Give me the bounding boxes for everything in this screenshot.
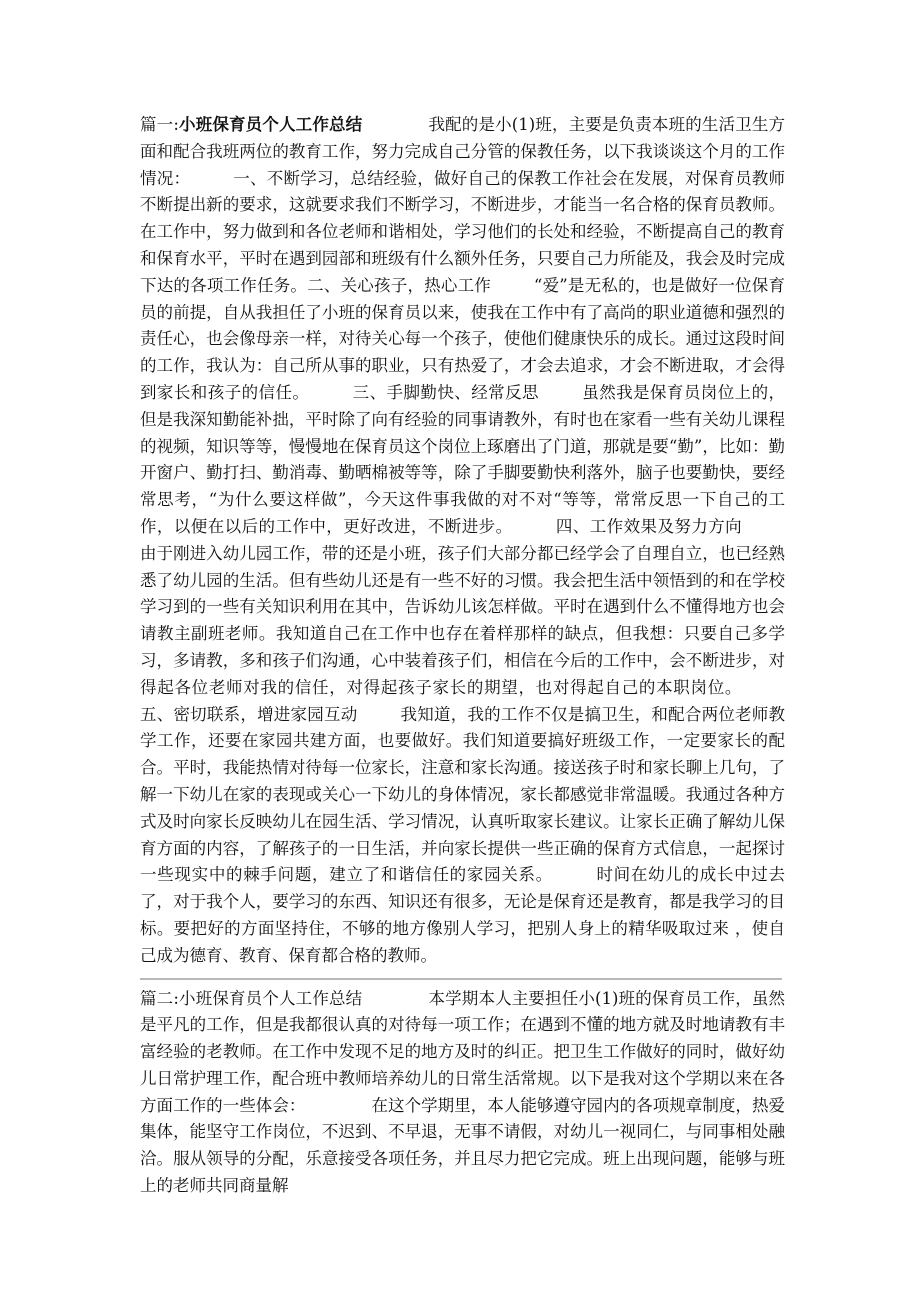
section-paragraph-1: 社会在发展，对保育员教师不断提出新的要求，这就要求我们不断学习，不断进步，才能当一名合格的保育员教师。在工作中，努力做到和各位老师和谐相处，学习他们的长处和经验，不断提高自己的教育和保育水平，平时在遇到园部和班级有什么额外任务，只要自己力所能及，我会及时完成下达的各项工作任务。 <box>140 168 786 295</box>
section-paragraph-2: “爱”是无私的，也是做好一位保育员的前提，自从我担任了小班的保育员以来，使我在工作中有了高尚的职业道德和强烈的责任心，也会像母亲一样，对待关心每一个孩子，使他们健康快乐的成长。通过这段时间的工作，我认为：自己所从事的职业，只有热爱了，才会去追求，才会不断进取，才会得到家长和孩子的信任。 <box>140 275 786 402</box>
article-one-label: 篇一: <box>140 115 179 134</box>
section-paragraph-5: 我知道，我的工作不仅是搞卫生，和配合两位老师教学工作，还要在家园共建方面，也要做好。我们知道要搞好班级工作，一定要家长的配合。平时，我能热情对待每一位家长，注意和家长沟通。接送孩子时和家长聊上几句，了解一下幼儿在家的表现或关心一下幼儿的身体情况，家长都感觉非常温暖。我通过各种方式及时向家长反映幼儿在园生活、学习情况，认真听取家长建议。让家长正确了解幼儿保育方面的内容，了解孩子的一日生活，并向家长提供一些正确的保育方式信息，一起探讨一些现实中的棘手问题，建立了和谐信任的家园关系。 <box>140 704 786 885</box>
section-heading-4: 四、工作效果及努力方向 <box>555 516 743 536</box>
section-paragraph-6: 时间在幼儿的成长中过去了，对于我个人，要学习的东西、知识还有很多，无论是保育还是教育，都是我学习的目标。要把好的方面坚持住，不够的地方像别人学习，把别人身上的精华吸取过来 ，使自己成为德育、教育、保育都合格的教师。 <box>140 865 785 965</box>
article-one-intro: 我配的是小(1)班，主要是负责本班的生活卫生方面和配合我班两位的教育工作，努力完成自己分管的保教任务，以下我谈谈这个月的工作情况： <box>140 115 786 188</box>
section-heading-3: 三、手脚勤快、经常反思 <box>352 382 539 402</box>
section-heading-2: 二、关心孩子，热心工作 <box>307 275 492 295</box>
article-two <box>140 986 785 1200</box>
article-one-title: 小班保育员个人工作总结 <box>178 115 363 134</box>
document-page <box>140 112 785 1200</box>
article-two-intro: 本学期本人主要担任小(1)班的保育员工作，虽然是平凡的工作，但是我都很认真的对待每一项工作；在遇到不懂的地方就及时地请教有丰富经验的老教师。在工作中发现不足的地方及时的纠正。把卫生工作做好的同时，做好幼儿日常护理工作，配合班中教师培养幼儿的日常生活常规。以下是我对这个学期以来在各方面工作的一些体会： <box>140 988 786 1115</box>
article-one <box>140 112 785 970</box>
article-two-paragraph-1: 在这个学期里，本人能够遵守园内的各项规章制度，热爱集体，能坚守工作岗位，不迟到、不早退，无事不请假，对幼儿一视同仁，与同事相处融洽。服从领导的分配，乐意接受各项任务，并且尽力把它完成。班上出现问题，能够与班上的老师共同商量解 <box>140 1095 786 1196</box>
article-two-title: 小班保育员个人工作总结 <box>178 988 363 1008</box>
section-heading-5: 五、密切联系，增进家园互动 <box>140 704 358 724</box>
section-paragraph-4: 由于刚进入幼儿园工作，带的还是小班，孩子们大部分都已经学会了自理自立，也已经熟悉了幼儿园的生活。但有些幼儿还是有一些不好的习惯。我会把生活中领悟到的和在学校学习到的一些有关知识利用在其中，告诉幼儿该怎样做。平时在遇到什么不懂得地方也会请教主副班老师。我知道自己在工作中也存在着样那样的缺点，但我想：只要自己多学习，多请教，多和孩子们沟通，心中装着孩子们，相信在今后的工作中，会不断进步，对得起各位老师对我的信任，对得起孩子家长的期望，也对得起自己的本职岗位。 <box>140 543 785 697</box>
section-divider <box>140 978 782 980</box>
section-heading-1: 一、不断学习，总结经验，做好自己的保教工作 <box>233 168 585 188</box>
article-two-label: 篇二: <box>140 988 179 1008</box>
section-paragraph-3: 虽然我是保育员岗位上的，但是我深知勤能补拙，平时除了向有经验的同事请教外，有时也在家看一些有关幼儿课程的视频，知识等等，慢慢地在保育员这个岗位上琢磨出了门道，那就是要“勤”，比如：勤开窗户、勤打扫、勤消毒、勤晒棉被等等，除了手脚要勤快利落外，脑子也要勤快，要经常思考，“为什么要这样做”，今天这件事我做的对不对“等等，常常反思一下自己的工作，以便在以后的工作中，更好改进，不断进步。 <box>140 382 786 536</box>
